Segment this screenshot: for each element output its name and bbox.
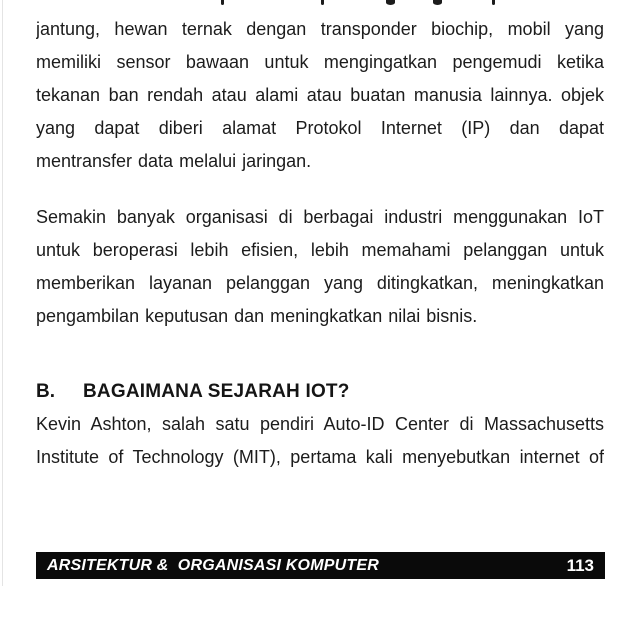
footer-running-title: ARSITEKTUR & ORGANISASI KOMPUTER <box>47 556 379 574</box>
paragraph-line: mentransfer data melalui jaringan. <box>36 151 312 171</box>
footer-page-number: 113 <box>566 555 594 575</box>
paragraph-line: memiliki sensor bawaan untuk mengingatkan pengemudi ketika <box>36 52 604 72</box>
clipped-line-fragment <box>433 0 442 5</box>
paragraph-sejarah <box>36 408 604 474</box>
paragraph-line: Semakin banyak organisasi di berbagai industri menggunakan IoT <box>36 207 604 227</box>
paragraph-line: pengambilan keputusan dan meningkatkan nilai bisnis. <box>36 306 478 326</box>
paragraph-line: Institute of Technology (MIT), pertama kali menyebutkan internet of <box>36 447 604 467</box>
page-scan-edge <box>2 0 3 586</box>
section-heading <box>36 375 604 408</box>
clipped-line-fragment <box>386 0 395 5</box>
clipped-line-fragment <box>321 0 324 5</box>
paragraph-line: tekanan ban rendah atau alami atau buatan manusia lainnya. objek <box>36 85 604 105</box>
footer-bar <box>36 552 605 579</box>
section-heading-title: BAGAIMANA SEJARAH IOT? <box>83 381 350 402</box>
section-heading-number: B. <box>36 381 55 402</box>
clipped-line-fragment <box>221 0 224 5</box>
paragraph-line: memberikan layanan pelanggan yang ditingkatkan, meningkatkan <box>36 273 604 293</box>
paragraph-organisasi <box>36 201 604 333</box>
paragraph-line: untuk beroperasi lebih efisien, lebih memahami pelanggan untuk <box>36 240 604 260</box>
paragraph-line: yang dapat diberi alamat Protokol Internet (IP) dan dapat <box>36 118 604 138</box>
paragraph-iot-devices <box>36 13 604 178</box>
paragraph-line: Kevin Ashton, salah satu pendiri Auto-ID Center di Massachusetts <box>36 414 604 434</box>
clipped-line-fragment <box>492 0 495 5</box>
paragraph-line: jantung, hewan ternak dengan transponder biochip, mobil yang <box>36 19 604 39</box>
